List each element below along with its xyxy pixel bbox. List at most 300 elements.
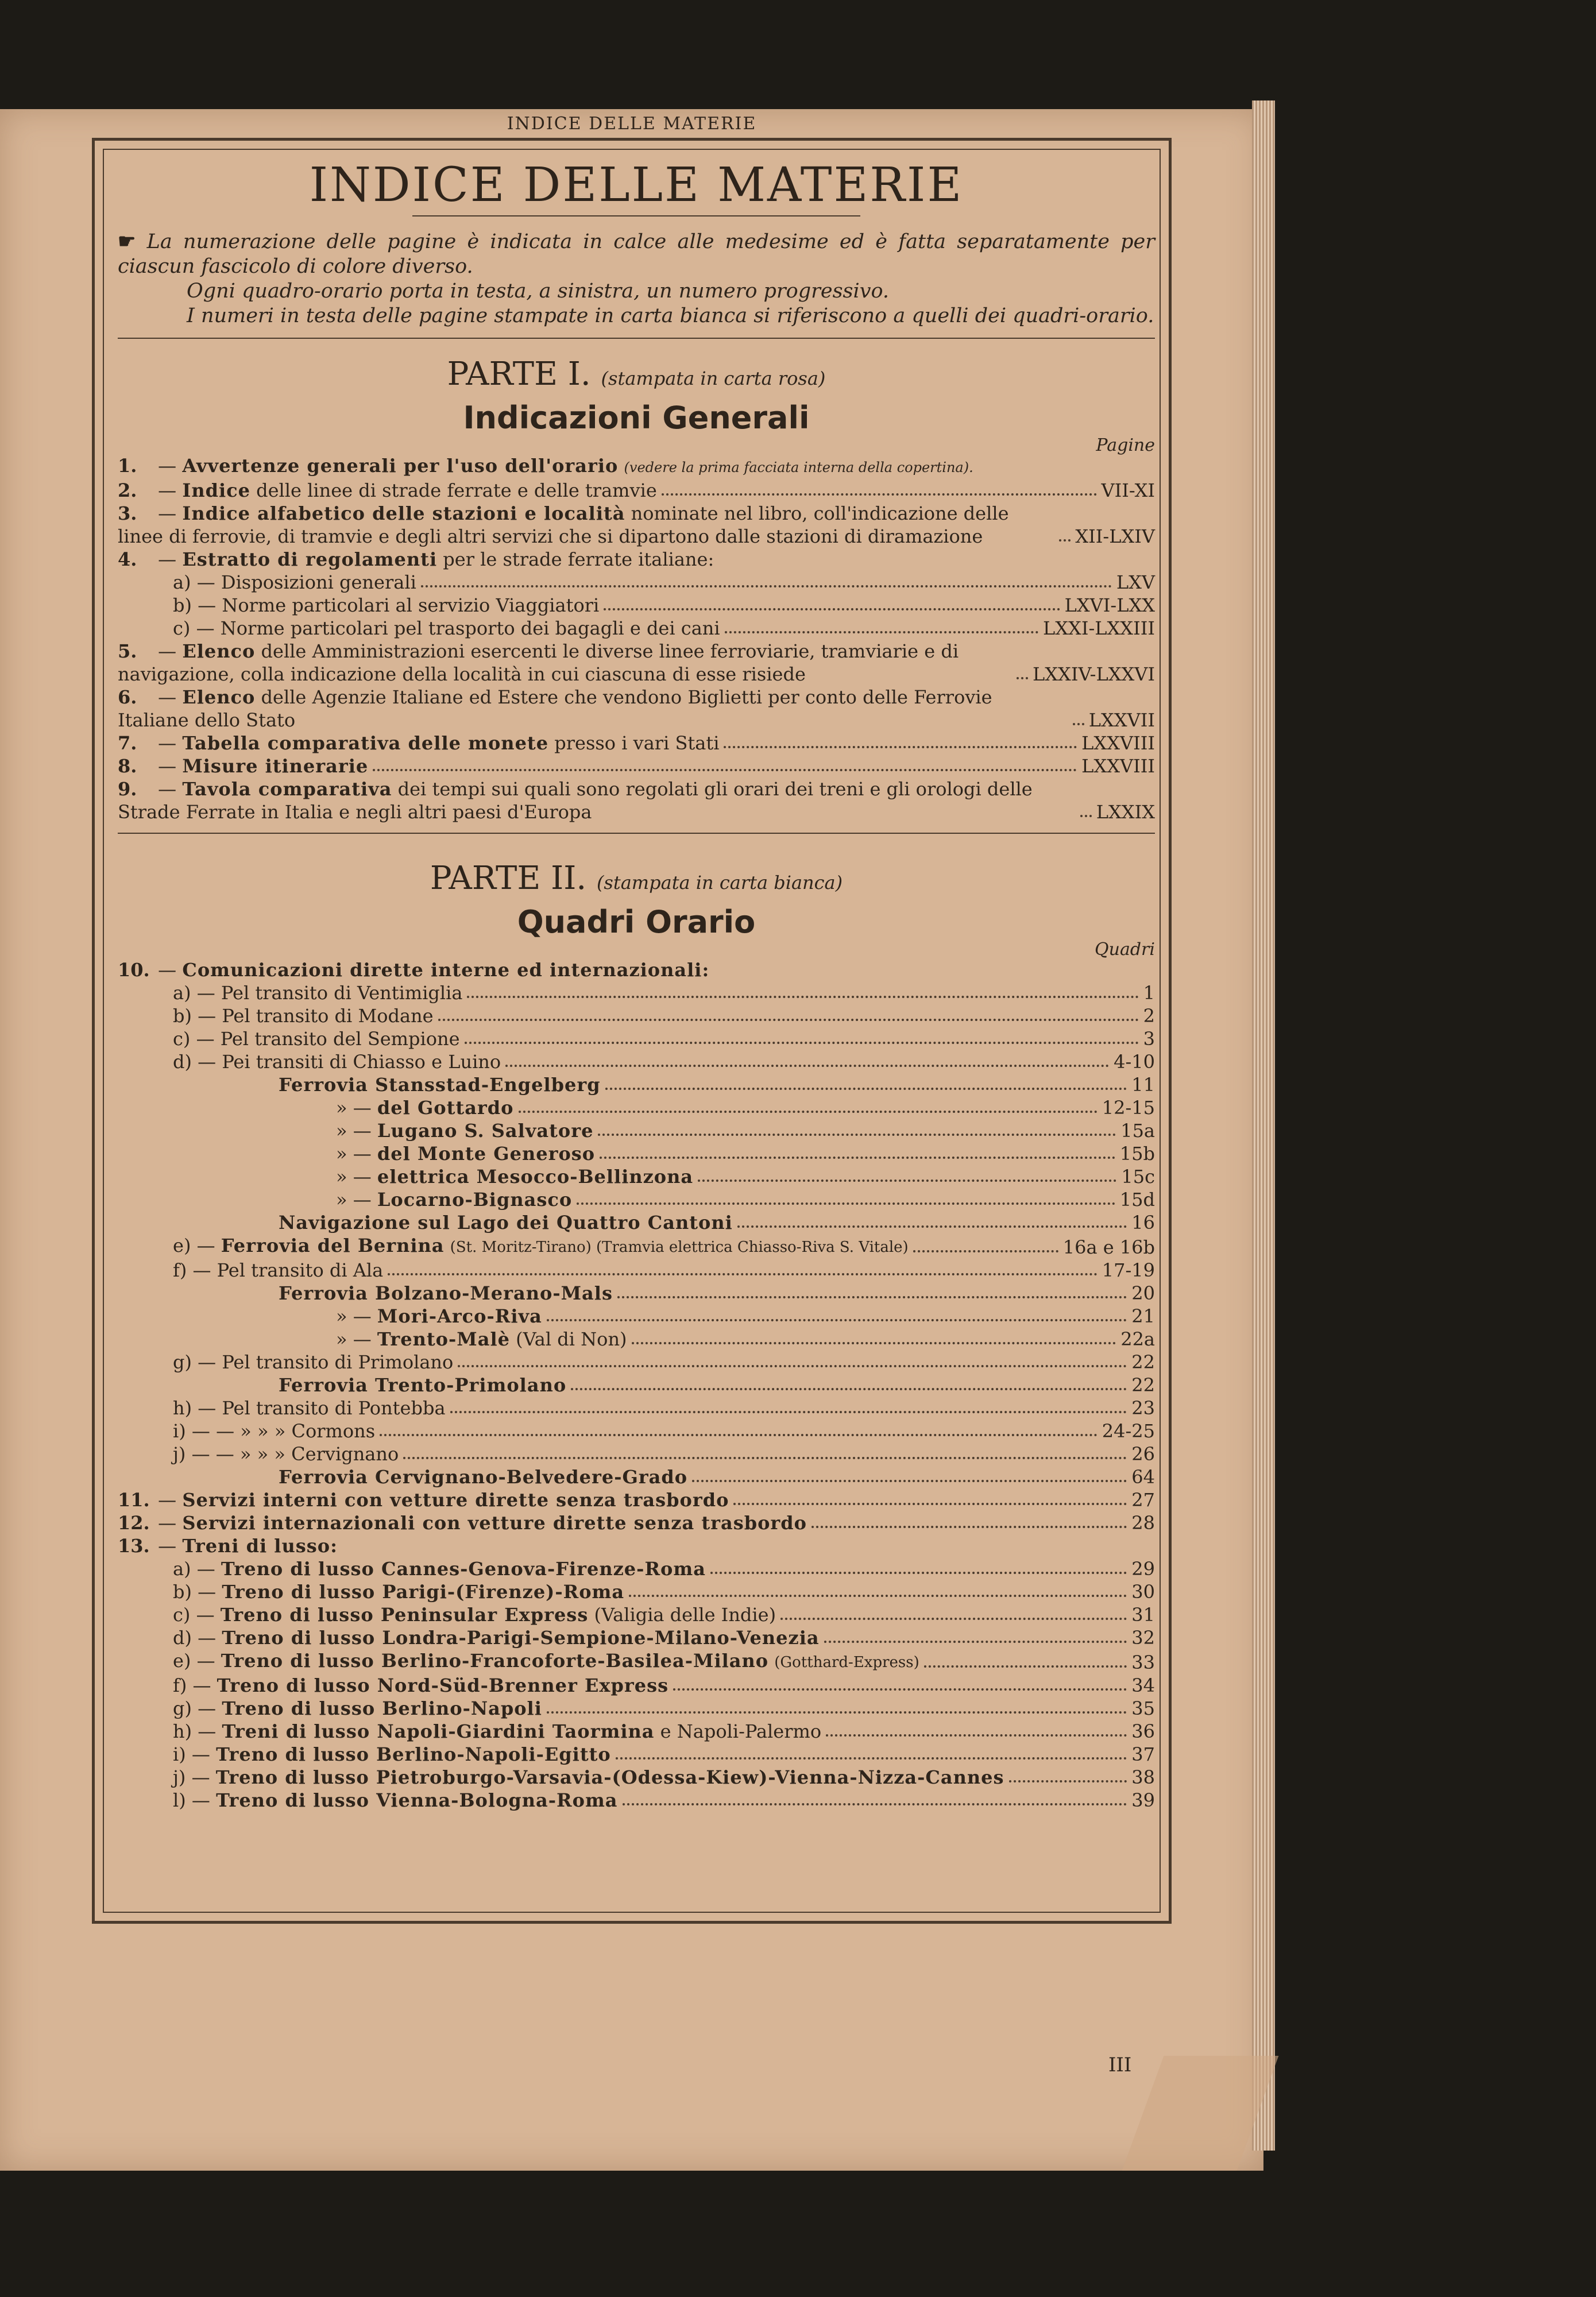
entry-page: LXXIV-LXXVI — [1033, 663, 1155, 685]
index-entry — [118, 1420, 1155, 1443]
index-entry — [118, 1743, 1155, 1766]
entry-page: 15a — [1120, 1120, 1155, 1142]
entry-number: 11. — [118, 1489, 150, 1511]
entry-description: Pel transito del Sempione — [220, 1028, 460, 1050]
entry-page: 64 — [1131, 1466, 1155, 1488]
entry-page: 20 — [1131, 1282, 1155, 1304]
entry-description: delle linee di strade ferrate e delle tramvie — [256, 479, 657, 501]
entry-number: c) — [173, 617, 191, 639]
index-entry — [118, 1465, 1155, 1488]
entry-page: 34 — [1131, 1675, 1155, 1696]
entry-text: d) — Pei transiti di Chiasso e Luino — [173, 1051, 501, 1073]
part-1-column-label: Pagine — [1096, 435, 1155, 455]
entry-title: Treno di lusso Berlino-Napoli-Egitto — [216, 1743, 611, 1765]
dot-leader — [710, 1572, 1127, 1574]
dot-leader — [737, 1225, 1127, 1228]
entry-page: 24-25 — [1102, 1420, 1155, 1442]
entry-title: Treno di lusso Berlino-Napoli — [222, 1697, 542, 1719]
entry-number: a) — [173, 1558, 191, 1580]
dot-leader — [1009, 1780, 1127, 1782]
entry-title: del Gottardo — [377, 1097, 514, 1119]
entry-number: j) — [173, 1766, 186, 1788]
entry-description: — » » » Cervignano — [215, 1443, 399, 1465]
intro-line-1 — [118, 229, 1155, 279]
index-entry — [118, 1328, 1155, 1351]
entry-title: elettrica Mesocco-Bellinzona — [377, 1166, 694, 1188]
entry-page: LXV — [1116, 571, 1155, 593]
entry-page: XII-LXIV — [1075, 525, 1155, 547]
entry-page: 35 — [1131, 1697, 1155, 1719]
dot-leader — [1059, 539, 1071, 542]
index-entry — [118, 479, 1155, 502]
entry-number: i) — [173, 1743, 186, 1765]
entry-page: 29 — [1131, 1558, 1155, 1580]
entry-description: (vedere la prima facciata interna della copertina). — [624, 459, 973, 475]
entry-page: 32 — [1131, 1627, 1155, 1649]
entry-number: 4. — [118, 548, 137, 570]
index-entry — [118, 981, 1155, 1004]
index-entry — [118, 1259, 1155, 1282]
entry-number: d) — [173, 1051, 192, 1073]
index-entry — [118, 1211, 1155, 1234]
entry-page: 4-10 — [1114, 1051, 1155, 1073]
entry-title: Treno di lusso Parigi-(Firenze)-Roma — [222, 1581, 625, 1603]
index-entry — [118, 640, 1155, 686]
index-entry — [118, 1119, 1155, 1142]
entry-text: c) — Norme particolari pel trasporto dei bagagli e dei cani — [173, 617, 720, 639]
entry-page: VII-XI — [1101, 479, 1155, 501]
entry-number: 5. — [118, 640, 137, 662]
dot-leader — [662, 493, 1097, 496]
part-1-heading — [118, 356, 1155, 397]
entry-number: g) — [173, 1351, 192, 1373]
entry-text: g) — Treno di lusso Berlino-Napoli — [173, 1697, 542, 1719]
dot-leader — [388, 1273, 1098, 1275]
entry-number: » — [336, 1189, 347, 1211]
index-entry — [118, 548, 1155, 571]
entry-text: e) — Treno di lusso Berlino-Francoforte-Basilea-Milano (Gotthard-Express) — [173, 1650, 919, 1672]
entry-text: 7. — Tabella comparativa delle monete presso i vari Stati — [118, 732, 720, 754]
index-entry — [118, 1050, 1155, 1073]
dot-leader — [467, 996, 1138, 998]
index-entry — [118, 1580, 1155, 1603]
entry-page: 26 — [1131, 1443, 1155, 1465]
index-entry — [118, 1096, 1155, 1119]
entry-text — [279, 1211, 733, 1234]
entry-text: » — del Gottardo — [336, 1097, 514, 1119]
entry-title: Treno di lusso Cannes-Genova-Firenze-Roma — [221, 1558, 706, 1580]
entry-page: 30 — [1131, 1581, 1155, 1603]
entry-description: per le strade ferrate italiane: — [443, 548, 714, 570]
index-entry — [118, 1282, 1155, 1305]
dot-leader — [421, 585, 1112, 587]
entry-text: » — Locarno-Bignasco — [336, 1189, 573, 1211]
entry-page: 36 — [1131, 1720, 1155, 1742]
dot-leader — [617, 1296, 1127, 1298]
entry-title: Servizi internazionali con vetture dirette senza trasbordo — [182, 1512, 807, 1534]
entry-description: delle Amministrazioni esercenti le diverse linee ferroviarie, tramviarie e di navigazione, colla indicazione della località in cui ciascuna di esse risiede — [118, 640, 959, 685]
entry-number: i) — [173, 1420, 186, 1442]
index-entry — [118, 502, 1155, 548]
dot-leader — [724, 746, 1077, 748]
entry-title: Treno di lusso Peninsular Express — [220, 1604, 589, 1626]
entry-title: Elenco — [182, 640, 256, 662]
entry-description: e Napoli-Palermo — [660, 1720, 822, 1742]
entry-description: — » » » Cormons — [216, 1420, 376, 1442]
entry-text: h) — Treni di lusso Napoli-Giardini Taormina e Napoli-Palermo — [173, 1720, 822, 1742]
entry-title: Indice alfabetico delle stazioni e località — [182, 502, 625, 524]
entry-number: » — [336, 1328, 347, 1350]
entry-title: Elenco — [182, 686, 256, 708]
entry-page: 31 — [1131, 1604, 1155, 1626]
entry-text: f) — Pel transito di Ala — [173, 1259, 384, 1281]
entry-text: a) — Disposizioni generali — [173, 571, 416, 593]
entry-number: f) — [173, 1259, 187, 1281]
dot-leader — [632, 1342, 1116, 1344]
entry-text: » — Mori-Arco-Riva — [336, 1305, 542, 1327]
part-2-section-title: Quadri Orario — [517, 904, 756, 940]
entry-page: 38 — [1131, 1766, 1155, 1788]
entry-text: h) — Pel transito di Pontebba — [173, 1397, 446, 1419]
entry-title: Ferrovia Stansstad-Engelberg — [279, 1074, 601, 1096]
entry-description: Norme particolari al servizio Viaggiatori — [222, 594, 600, 616]
running-head: INDICE DELLE MATERIE — [507, 114, 757, 134]
entry-text: j) — — » » » Cervignano — [173, 1443, 399, 1465]
entry-description: presso i vari Stati — [554, 732, 720, 754]
dot-leader — [733, 1503, 1127, 1505]
dot-leader — [519, 1111, 1098, 1113]
entry-title: Treno di lusso Londra-Parigi-Sempione-Milano-Venezia — [222, 1627, 820, 1649]
entry-text: 3. — Indice alfabetico delle stazioni e località nominate nel libro, coll'indicazione delle linee di ferrovie, di tramvie e degli altri servizi che si dipartono dalle stazioni di diramazione — [118, 502, 1009, 547]
entry-text: b) — Norme particolari al servizio Viaggiatori — [173, 594, 600, 616]
dot-leader — [438, 1019, 1139, 1021]
entry-description: Norme particolari pel trasporto dei bagagli e dei cani — [220, 617, 720, 639]
entry-number: » — [336, 1305, 347, 1327]
dot-leader — [547, 1319, 1127, 1321]
entry-number: b) — [173, 1581, 192, 1603]
entry-text — [279, 1282, 613, 1305]
index-entry — [118, 617, 1155, 640]
part-2-list — [118, 958, 1155, 1812]
index-entry — [118, 1766, 1155, 1789]
entry-number: 7. — [118, 732, 137, 754]
entry-text: » — del Monte Generoso — [336, 1143, 596, 1165]
entry-title: Estratto di regolamenti — [182, 548, 438, 570]
dot-leader — [373, 769, 1077, 771]
index-entry — [118, 1720, 1155, 1743]
entry-description: Pei transiti di Chiasso e Luino — [222, 1051, 501, 1073]
dot-leader — [780, 1618, 1127, 1620]
entry-title: Servizi interni con vetture dirette senza trasbordo — [182, 1489, 729, 1511]
entry-text: » — Lugano S. Salvatore — [336, 1120, 594, 1142]
entry-title: Misure itinerarie — [182, 755, 369, 777]
entry-page: LXXVIII — [1081, 755, 1155, 777]
dot-leader — [465, 1042, 1139, 1044]
entry-page: 22 — [1131, 1351, 1155, 1373]
entry-page: 11 — [1131, 1074, 1155, 1096]
entry-text: f) — Treno di lusso Nord-Süd-Brenner Express — [173, 1675, 669, 1696]
entry-description: nominate nel libro, coll'indicazione delle linee di ferrovie, di tramvie e degli altri servizi che si dipartono dalle stazioni di diramazione — [118, 502, 1009, 547]
entry-title: Treno di lusso Nord-Süd-Brenner Express — [217, 1675, 669, 1696]
entry-description: Pel transito di Modane — [222, 1005, 434, 1027]
entry-page: 16 — [1131, 1212, 1155, 1233]
dot-leader — [616, 1757, 1127, 1760]
dot-leader — [698, 1180, 1116, 1182]
section-divider — [118, 833, 1155, 834]
entry-title: del Monte Generoso — [377, 1143, 596, 1165]
entry-description: Disposizioni generali — [221, 571, 416, 593]
entry-page: 23 — [1131, 1397, 1155, 1419]
index-entry — [118, 1443, 1155, 1465]
dot-leader — [1017, 677, 1028, 679]
entry-page: 39 — [1131, 1789, 1155, 1811]
entry-description: (Valigia delle Indie) — [594, 1604, 776, 1626]
dot-leader — [811, 1526, 1127, 1528]
part-2-heading — [118, 860, 1155, 901]
entry-title: Trento-Malè — [377, 1328, 510, 1350]
entry-number: j) — [173, 1443, 186, 1465]
entry-text: » — elettrica Mesocco-Bellinzona — [336, 1166, 694, 1188]
entry-page: 22a — [1120, 1328, 1155, 1350]
entry-text — [279, 1465, 687, 1488]
entry-page: LXXVIII — [1081, 732, 1155, 754]
entry-number: e) — [173, 1235, 191, 1256]
dot-leader — [623, 1803, 1127, 1805]
entry-title: Ferrovia Cervignano-Belvedere-Grado — [279, 1466, 688, 1488]
entry-text: 1. — Avvertenze generali per l'uso dell'orario (vedere la prima facciata interna della copertina). — [118, 455, 973, 477]
entry-title: Ferrovia Trento-Primolano — [279, 1374, 567, 1396]
entry-description: Pel transito di Pontebba — [222, 1397, 446, 1419]
entry-title: Treno di lusso Pietroburgo-Varsavia-(Odessa-Kiew)-Vienna-Nizza-Cannes — [215, 1766, 1004, 1788]
index-entry — [118, 1397, 1155, 1420]
entry-number: d) — [173, 1627, 192, 1649]
entry-page: LXXIX — [1096, 801, 1155, 823]
entry-text: b) — Pel transito di Modane — [173, 1005, 434, 1027]
entry-text: 8. — Misure itinerarie — [118, 755, 369, 777]
index-entry — [118, 1165, 1155, 1188]
dot-leader — [673, 1688, 1127, 1691]
page-edge-stack — [1252, 100, 1275, 2151]
entry-description: dei tempi sui quali sono regolati gli orari dei treni e gli orologi delle Strade Ferrate in Italia e negli altri paesi d'Europa — [118, 778, 1033, 823]
entry-title: Lugano S. Salvatore — [377, 1120, 594, 1142]
index-entry — [118, 1234, 1155, 1259]
content-frame — [92, 138, 1172, 1924]
entry-number: 9. — [118, 778, 137, 800]
entry-page: LXVI-LXX — [1064, 594, 1155, 616]
intro-text-1: La numerazione delle pagine è indicata in calce alle medesime ed è fatta separatamente per ciascun fascicolo di colore diverso. — [118, 230, 1155, 278]
index-entry — [118, 1488, 1155, 1511]
entry-page: 27 — [1131, 1489, 1155, 1511]
index-entry — [118, 1374, 1155, 1397]
entry-number: » — [336, 1097, 347, 1119]
intro-text-3: I numeri in testa delle pagine stampate in carta bianca si riferiscono a quelli dei quadri-orario. — [187, 304, 1154, 327]
entry-number: » — [336, 1166, 347, 1188]
entry-page: 3 — [1143, 1028, 1155, 1050]
entry-title: Mori-Arco-Riva — [377, 1305, 542, 1327]
dot-leader — [598, 1134, 1116, 1136]
dot-leader — [505, 1065, 1109, 1067]
entry-number: 3. — [118, 502, 137, 524]
entry-text: 11. — Servizi interni con vetture dirette senza trasbordo — [118, 1489, 729, 1511]
entry-title: Ferrovia del Bernina — [221, 1235, 445, 1256]
intro-notes — [118, 229, 1155, 328]
dot-leader — [577, 1202, 1115, 1205]
entry-title: Tavola comparativa — [182, 778, 392, 800]
entry-page: 33 — [1131, 1652, 1155, 1673]
part-2-note: (stampata in carta bianca) — [596, 872, 843, 894]
title-rule — [412, 215, 860, 216]
entry-page: 17-19 — [1102, 1259, 1155, 1281]
index-entry — [118, 454, 1155, 479]
entry-text: a) — Pel transito di Ventimiglia — [173, 982, 463, 1004]
index-entry — [118, 594, 1155, 617]
part-1-label: PARTE I. — [447, 355, 591, 393]
index-entry — [118, 1603, 1155, 1626]
entry-number: 6. — [118, 686, 137, 708]
entry-number: b) — [173, 594, 192, 616]
entry-text: 6. — Elenco delle Agenzie Italiane ed Estere che vendono Biglietti per conto delle Ferrovie Italiane dello Stato — [118, 686, 992, 731]
entry-title: Treni di lusso: — [182, 1535, 338, 1557]
index-entry — [118, 1557, 1155, 1580]
entry-number: » — [336, 1143, 347, 1165]
index-entry — [118, 1534, 1155, 1557]
entry-text: 2. — Indice delle linee di strade ferrate e delle tramvie — [118, 479, 657, 501]
dot-leader — [725, 631, 1038, 633]
entry-description: (Val di Non) — [516, 1328, 627, 1350]
entry-description: Pel transito di Primolano — [222, 1351, 454, 1373]
entry-text: g) — Pel transito di Primolano — [173, 1351, 454, 1373]
entry-text: l) — Treno di lusso Vienna-Bologna-Roma — [173, 1789, 618, 1811]
entry-description: Pel transito di Ventimiglia — [221, 982, 463, 1004]
index-entry — [118, 1305, 1155, 1328]
entry-page: 2 — [1143, 1005, 1155, 1027]
entry-page: 22 — [1131, 1374, 1155, 1396]
entry-title: Treno di lusso Berlino-Francoforte-Basilea-Milano — [221, 1650, 769, 1672]
entry-number: h) — [173, 1720, 192, 1742]
entry-description: (St. Moritz-Tirano) (Tramvia elettrica Chiasso-Riva S. Vitale) — [450, 1239, 909, 1256]
entry-title: Tabella comparativa delle monete — [182, 732, 549, 754]
index-entry — [118, 1351, 1155, 1374]
entry-text: 10. — Comunicazioni dirette interne ed internazionali: — [118, 959, 710, 981]
entry-text: 9. — Tavola comparativa dei tempi sui quali sono regolati gli orari dei treni e gli orologi delle Strade Ferrate in Italia e negli altri paesi d'Europa — [118, 778, 1033, 823]
part-1-list — [118, 454, 1155, 823]
dot-leader — [450, 1411, 1127, 1413]
entry-number: 2. — [118, 479, 137, 501]
dot-leader — [380, 1434, 1098, 1436]
dot-leader — [600, 1157, 1115, 1159]
dot-leader — [605, 1088, 1127, 1090]
dot-leader — [604, 608, 1060, 610]
dot-leader — [629, 1595, 1127, 1597]
index-entry — [118, 1674, 1155, 1697]
entry-number: » — [336, 1120, 347, 1142]
entry-title: Avvertenze generali per l'uso dell'orario — [182, 455, 619, 477]
dot-leader — [913, 1250, 1058, 1252]
part-1-section-title: Indicazioni Generali — [463, 400, 810, 436]
entry-text: i) — — » » » Cormons — [173, 1420, 376, 1442]
entry-number: h) — [173, 1397, 192, 1419]
entry-text — [279, 1374, 566, 1397]
pointing-hand-icon: ☛ — [118, 230, 136, 253]
intro-text-2: Ogni quadro-orario porta in testa, a sinistra, un numero progressivo. — [187, 280, 890, 303]
entry-text: j) — Treno di lusso Pietroburgo-Varsavia-(Odessa-Kiew)-Vienna-Nizza-Cannes — [173, 1766, 1004, 1788]
index-entry — [118, 1511, 1155, 1534]
entry-number: a) — [173, 571, 191, 593]
index-entry — [118, 1027, 1155, 1050]
entry-page: 21 — [1131, 1305, 1155, 1327]
dot-leader — [924, 1665, 1127, 1668]
index-entry — [118, 1697, 1155, 1720]
entry-number: c) — [173, 1028, 191, 1050]
index-entry — [118, 1789, 1155, 1812]
index-entry — [118, 686, 1155, 732]
dot-leader — [824, 1641, 1127, 1643]
entry-text: 5. — Elenco delle Amministrazioni esercenti le diverse linee ferroviarie, tramviarie e di navigazione, colla indicazione della località in cui ciascuna di esse risiede — [118, 640, 959, 685]
section-divider — [118, 338, 1155, 339]
entry-text: e) — Ferrovia del Bernina (St. Moritz-Tirano) (Tramvia elettrica Chiasso-Riva S. Vitale) — [173, 1235, 909, 1256]
index-entry — [118, 755, 1155, 778]
part-1-note: (stampata in carta rosa) — [601, 368, 826, 389]
part-2-label: PARTE II. — [430, 860, 587, 897]
entry-number: e) — [173, 1650, 191, 1672]
entry-title: Navigazione sul Lago dei Quattro Cantoni — [279, 1212, 733, 1233]
entry-number: 13. — [118, 1535, 150, 1557]
entry-page: LXXVII — [1088, 709, 1155, 731]
entry-number: c) — [173, 1604, 191, 1626]
entry-text: c) — Treno di lusso Peninsular Express (Valigia delle Indie) — [173, 1604, 776, 1626]
index-entry — [118, 1188, 1155, 1211]
entry-text: d) — Treno di lusso Londra-Parigi-Sempione-Milano-Venezia — [173, 1627, 820, 1649]
entry-description: delle Agenzie Italiane ed Estere che vendono Biglietti per conto delle Ferrovie Italiane dello Stato — [118, 686, 992, 731]
part-2-column-label: Quadri — [1095, 939, 1155, 960]
entry-page: 15d — [1119, 1189, 1155, 1211]
entry-page: 37 — [1131, 1743, 1155, 1765]
entry-page: 28 — [1131, 1512, 1155, 1534]
entry-title: Comunicazioni dirette interne ed internazionali: — [182, 959, 710, 981]
dot-leader — [458, 1365, 1127, 1367]
entry-text: 13. — Treni di lusso: — [118, 1535, 338, 1557]
index-entry — [118, 778, 1155, 823]
entry-description: Pel transito di Ala — [217, 1259, 384, 1281]
entry-number: a) — [173, 982, 191, 1004]
entry-number: f) — [173, 1675, 187, 1696]
entry-page: 15b — [1119, 1143, 1155, 1165]
index-content — [118, 152, 1155, 1812]
entry-text: a) — Treno di lusso Cannes-Genova-Firenze-Roma — [173, 1558, 706, 1580]
index-entry — [118, 1004, 1155, 1027]
entry-text: c) — Pel transito del Sempione — [173, 1028, 460, 1050]
dot-leader — [1080, 815, 1092, 817]
entry-number: 10. — [118, 959, 150, 981]
entry-title: Treno di lusso Vienna-Bologna-Roma — [216, 1789, 618, 1811]
entry-page: 1 — [1143, 982, 1155, 1004]
entry-page: 15c — [1121, 1166, 1155, 1188]
dot-leader — [403, 1457, 1127, 1459]
entry-text: i) — Treno di lusso Berlino-Napoli-Egitto — [173, 1743, 611, 1765]
page-number: III — [1108, 2054, 1132, 2076]
entry-page: LXXI-LXXIII — [1043, 617, 1155, 639]
dot-leader — [547, 1711, 1127, 1714]
page-title: INDICE DELLE MATERIE — [309, 158, 964, 212]
entry-number: g) — [173, 1697, 192, 1719]
dot-leader — [826, 1734, 1127, 1737]
index-entry — [118, 732, 1155, 755]
entry-title: Locarno-Bignasco — [377, 1189, 573, 1211]
entry-text: 12. — Servizi internazionali con vetture dirette senza trasbordo — [118, 1512, 807, 1534]
entry-title: Indice — [182, 479, 250, 501]
entry-number: 8. — [118, 755, 137, 777]
index-entry — [118, 1142, 1155, 1165]
